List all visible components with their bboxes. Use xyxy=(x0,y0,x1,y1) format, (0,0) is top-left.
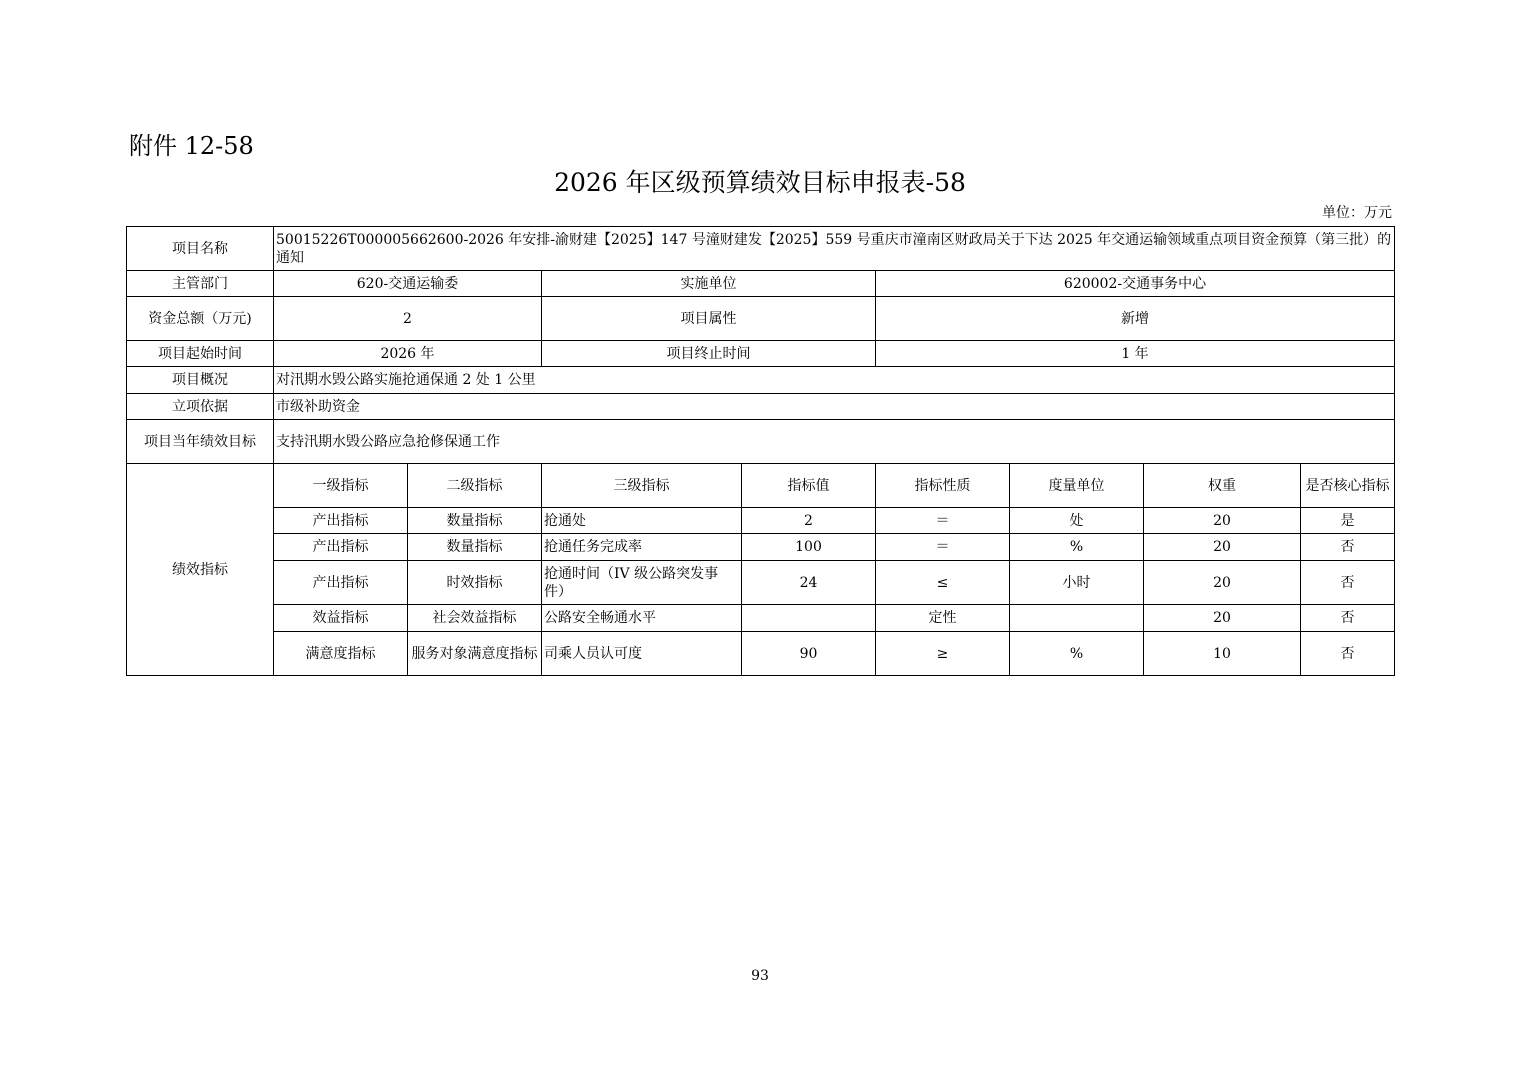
cell-level1: 产出指标 xyxy=(274,534,408,561)
header-core: 是否核心指标 xyxy=(1301,464,1395,508)
cell-core: 否 xyxy=(1301,632,1395,676)
header-value: 指标值 xyxy=(742,464,876,508)
table-row xyxy=(127,420,1395,464)
cell-weight: 10 xyxy=(1144,632,1301,676)
fund-total-label: 资金总额（万元) xyxy=(127,297,274,341)
cell-unit: 小时 xyxy=(1010,561,1144,605)
cell-weight: 20 xyxy=(1144,534,1301,561)
cell-unit xyxy=(1010,605,1144,632)
annual-goal-value: 支持汛期水毁公路应急抢修保通工作 xyxy=(274,420,1395,464)
start-time-label: 项目起始时间 xyxy=(127,341,274,367)
project-name-value: 50015226T000005662600-2026 年安排-渝财建【2025】147 号潼财建发【2025】559 号重庆市潼南区财政局关于下达 2025 年交通运输领域重点项目资金预算（第三批）的通知 xyxy=(274,227,1395,271)
cell-core: 否 xyxy=(1301,561,1395,605)
fund-total-value: 2 xyxy=(274,297,542,341)
cell-nature: 定性 xyxy=(876,605,1010,632)
basis-value: 市级补助资金 xyxy=(274,394,1395,420)
table-row xyxy=(127,605,1395,632)
table-row xyxy=(127,534,1395,561)
cell-unit: % xyxy=(1010,632,1144,676)
project-name-label: 项目名称 xyxy=(127,227,274,271)
project-attr-label: 项目属性 xyxy=(542,297,876,341)
cell-level1: 效益指标 xyxy=(274,605,408,632)
start-time-value: 2026 年 xyxy=(274,341,542,367)
cell-value: 2 xyxy=(742,508,876,534)
overview-value: 对汛期水毁公路实施抢通保通 2 处 1 公里 xyxy=(274,367,1395,394)
cell-weight: 20 xyxy=(1144,561,1301,605)
basis-label: 立项依据 xyxy=(127,394,274,420)
cell-core: 是 xyxy=(1301,508,1395,534)
impl-unit-label: 实施单位 xyxy=(542,271,876,297)
page-title: 2026 年区级预算绩效目标申报表-58 xyxy=(554,168,966,197)
attachment-label: 附件 12-58 xyxy=(129,132,254,160)
cell-nature: ＝ xyxy=(876,534,1010,561)
cell-value: 100 xyxy=(742,534,876,561)
end-time-label: 项目终止时间 xyxy=(542,341,876,367)
cell-weight: 20 xyxy=(1144,605,1301,632)
header-level1: 一级指标 xyxy=(274,464,408,508)
cell-level3: 抢通处 xyxy=(542,508,742,534)
table-row xyxy=(127,464,1395,508)
end-time-value: 1 年 xyxy=(876,341,1395,367)
header-weight: 权重 xyxy=(1144,464,1301,508)
cell-level2: 服务对象满意度指标 xyxy=(408,632,542,676)
cell-level3: 抢通任务完成率 xyxy=(542,534,742,561)
table-row xyxy=(127,227,1395,271)
table-row xyxy=(127,394,1395,420)
cell-level2: 时效指标 xyxy=(408,561,542,605)
cell-unit: % xyxy=(1010,534,1144,561)
cell-nature: ≥ xyxy=(876,632,1010,676)
table-row xyxy=(127,632,1395,676)
cell-unit: 处 xyxy=(1010,508,1144,534)
cell-level2: 社会效益指标 xyxy=(408,605,542,632)
cell-weight: 20 xyxy=(1144,508,1301,534)
cell-level3: 抢通时间（IV 级公路突发事件） xyxy=(542,561,742,605)
cell-value: 24 xyxy=(742,561,876,605)
table-row xyxy=(127,271,1395,297)
header-nature: 指标性质 xyxy=(876,464,1010,508)
cell-level1: 产出指标 xyxy=(274,561,408,605)
cell-level2: 数量指标 xyxy=(408,534,542,561)
cell-value xyxy=(742,605,876,632)
impl-unit-value: 620002-交通事务中心 xyxy=(876,271,1395,297)
cell-value: 90 xyxy=(742,632,876,676)
performance-target-table xyxy=(126,226,1395,676)
cell-level3: 公路安全畅通水平 xyxy=(542,605,742,632)
table-row xyxy=(127,341,1395,367)
project-attr-value: 新增 xyxy=(876,297,1395,341)
cell-nature: ≤ xyxy=(876,561,1010,605)
header-level3: 三级指标 xyxy=(542,464,742,508)
cell-level3: 司乘人员认可度 xyxy=(542,632,742,676)
dept-label: 主管部门 xyxy=(127,271,274,297)
indicators-section-label: 绩效指标 xyxy=(127,464,274,676)
cell-core: 否 xyxy=(1301,534,1395,561)
cell-level1: 产出指标 xyxy=(274,508,408,534)
header-level2: 二级指标 xyxy=(408,464,542,508)
cell-level2: 数量指标 xyxy=(408,508,542,534)
dept-value: 620-交通运输委 xyxy=(274,271,542,297)
cell-level1: 满意度指标 xyxy=(274,632,408,676)
overview-label: 项目概况 xyxy=(127,367,274,394)
cell-core: 否 xyxy=(1301,605,1395,632)
table-row xyxy=(127,297,1395,341)
table-row xyxy=(127,367,1395,394)
unit-label: 单位：万元 xyxy=(1322,205,1392,221)
table-row xyxy=(127,508,1395,534)
header-unit: 度量单位 xyxy=(1010,464,1144,508)
page-number: 93 xyxy=(751,968,769,984)
cell-nature: ＝ xyxy=(876,508,1010,534)
table-row xyxy=(127,561,1395,605)
annual-goal-label: 项目当年绩效目标 xyxy=(127,420,274,464)
